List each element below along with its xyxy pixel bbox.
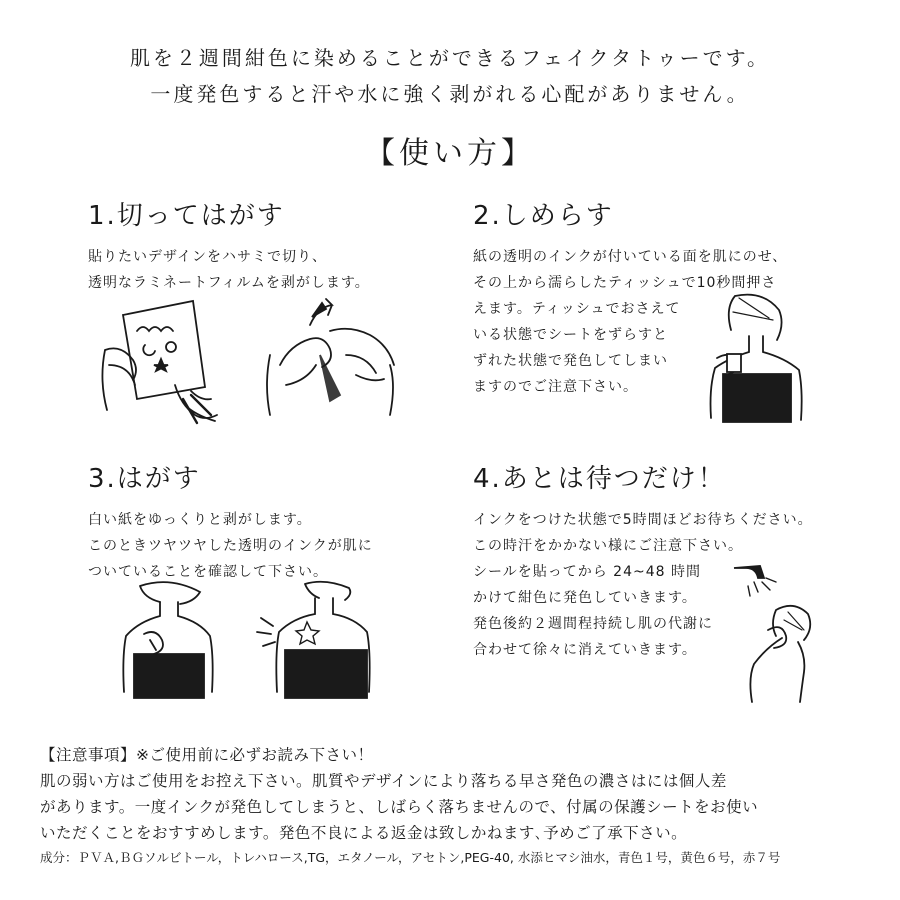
intro-line-2: 一度発色すると汗や水に強く剥がれる心配がありません。: [150, 82, 750, 106]
woman-peeling-paper-illustration: [120, 580, 215, 700]
step-3-line-1: 白い紙をゆっくりと剥がします。: [88, 512, 312, 528]
intro: [0, 40, 900, 112]
woman-pressing-tissue-illustration: [705, 292, 805, 427]
step-4-line-4: かけて紺色に発色していきます。: [473, 590, 697, 606]
step-4-line-5: 発色後約２週間程持続し肌の代謝に: [473, 616, 713, 632]
caution-notes: [40, 742, 870, 870]
hands-peeling-film-illustration: [260, 295, 410, 420]
howto-title: 【使い方】: [365, 136, 535, 171]
step-2-line-6: ますのでご注意下さい。: [473, 379, 638, 395]
step-4-line-3: シールを貼ってから 24~48 時間: [473, 564, 701, 580]
ingredients-list: 成分：ＰＶＡ,ＢＧソルビトール，トレハロース,TG，エタノール，アセトン,PEG-40, 水添ヒマシ油水，青色１号，黄色６号，赤７号: [40, 850, 781, 865]
step-2-title: 2.しめらす: [473, 201, 614, 231]
step-3-title: 3.はがす: [88, 464, 201, 494]
step-4-line-6: 合わせて徐々に消えていきます。: [473, 642, 697, 658]
step-2-line-1: 紙の透明のインクが付いている面を肌にのせ、: [473, 249, 788, 265]
caution-line-2: 肌の弱い方はご使用をお控え下さい。肌質やデザインにより落ちる早さ発色の濃さはには個人差: [40, 772, 727, 790]
step-1: [88, 195, 458, 296]
step-1-line-1: 貼りたいデザインをハサミで切り、: [88, 249, 328, 265]
step-3-line-2: このときツヤツヤした透明のインクが肌に: [88, 538, 373, 554]
step-2-line-5: ずれた状態で発色してしまい: [473, 353, 668, 369]
woman-showering-illustration: [728, 560, 828, 705]
step-1-title: 1.切ってはがす: [88, 201, 285, 231]
star-tattoo-shoulder-illustration: [255, 580, 385, 700]
caution-line-3: があります。一度インクが発色してしまうと、しばらく落ちませんので、付属の保護シートをお使い: [40, 798, 759, 816]
step-2-line-2: その上から濡らしたティッシュで10秒間押さ: [473, 275, 777, 291]
hands-cutting-sheet-illustration: [95, 295, 245, 430]
caution-line-4: いただくことをおすすめします。発色不良による返金は致しかねます､予めご了承下さい。: [40, 824, 688, 842]
step-4-line-2: この時汗をかかない様にご注意下さい。: [473, 538, 743, 554]
intro-line-1: 肌を２週間紺色に染めることができるフェイクタトゥーです。: [129, 46, 771, 70]
caution-heading: 【注意事項】※ご使用前に必ずお読み下さい！: [40, 746, 374, 764]
step-3-line-3: ついていることを確認して下さい。: [88, 564, 328, 580]
step-4-line-1: インクをつけた状態で5時間ほどお待ちください。: [473, 512, 813, 528]
step-2-line-3: えます。ティッシュでおさえて: [473, 301, 681, 317]
step-4-title: 4.あとは待つだけ！: [473, 464, 726, 494]
step-3: [88, 458, 458, 585]
step-1-line-2: 透明なラミネートフィルムを剥がします。: [88, 275, 370, 291]
step-2-line-4: いる状態でシートをずらすと: [473, 327, 668, 343]
